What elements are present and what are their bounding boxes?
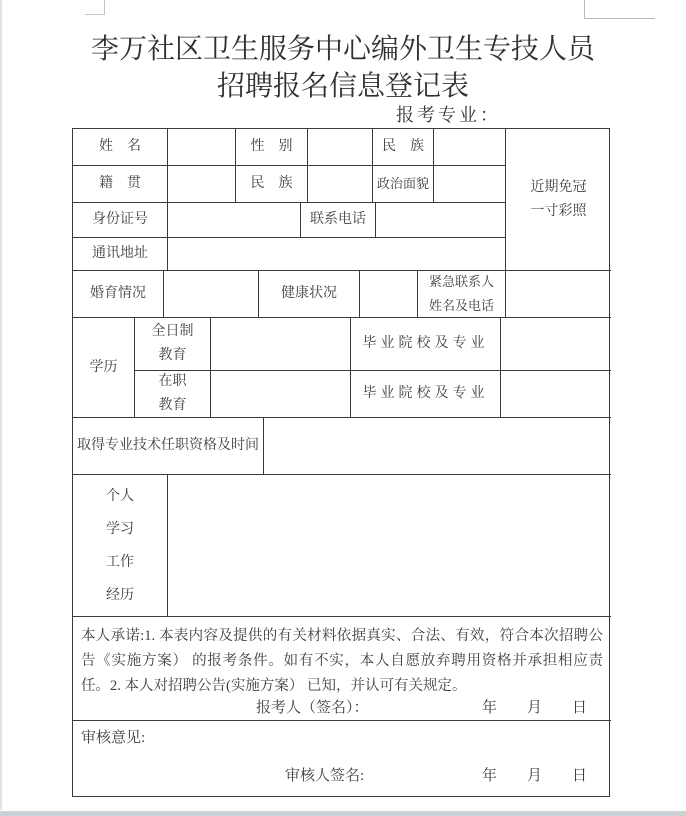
ethnicity-label-cell: 民 族: [373, 129, 434, 166]
id-number-label-cell: 身份证号: [73, 203, 168, 238]
experience-label-line3: 工作: [106, 554, 134, 570]
fulltime-education-line1: 全日制: [151, 324, 194, 339]
experience-label-cell: [73, 475, 168, 617]
mailing-address-label-cell: 通讯地址: [73, 238, 168, 271]
inservice-education-line2: 教育: [158, 398, 187, 413]
education-label-cell: 学历: [73, 318, 135, 418]
gender-label-cell: 性 别: [236, 129, 308, 166]
commitment-text: 本人承诺:1. 本表内容及提供的有关材料依据真实、合法、有效，符合本次招聘公告《实施方案） 的报考条件。如有不实，本人自愿放弃聘用资格并承担相应责任。2. 本人对招聘公告(实施方案） 已知，并认可有关规定。: [81, 628, 603, 694]
mailing-address-value-cell: [168, 238, 506, 271]
fulltime-education-label-cell: [135, 318, 211, 371]
review-opinion-label: 审核意见:: [81, 730, 146, 746]
political-status-value-cell: [434, 166, 506, 203]
experience-label-line1: 个人: [106, 488, 134, 504]
inservice-school-value-cell: [501, 371, 611, 418]
health-status-label-cell: 健康状况: [259, 271, 360, 318]
registration-form-table: [72, 128, 610, 797]
qualification-label-cell: 取得专业技术任职资格及时间: [73, 418, 264, 475]
phone-value-cell: [376, 203, 506, 238]
marital-status-value-cell: [164, 271, 259, 318]
marital-status-label-cell: 婚育情况: [73, 271, 164, 318]
applicant-signature-label: 报考人（签名）：: [256, 700, 369, 716]
review-cell: [73, 721, 611, 797]
id-number-value-cell: [168, 203, 301, 238]
emergency-contact-value-cell: [506, 271, 611, 318]
photo-placeholder-cell: [506, 129, 611, 271]
reviewer-signature-label: 审核人签名:: [285, 768, 365, 784]
ethnicity2-label-cell: 民 族: [236, 166, 308, 203]
name-value-cell: [168, 129, 236, 166]
fulltime-school-label-cell: 毕业院校及专业: [351, 318, 501, 371]
photo-note-line1: 近期免冠: [530, 179, 587, 195]
gender-value-cell: [308, 129, 373, 166]
page-left-edge: [0, 0, 2, 810]
inservice-school-label-cell: 毕业院校及专业: [351, 371, 501, 418]
political-status-label-cell: 政治面貌: [373, 166, 434, 203]
fulltime-school-value-cell: [501, 318, 611, 371]
applied-major-label: 报考专业：: [396, 105, 501, 125]
ethnicity2-value-cell: [308, 166, 373, 203]
inservice-education-value-cell: [211, 371, 351, 418]
inservice-education-line1: 在职: [158, 374, 187, 389]
document-title-line1: 李万社区卫生服务中心编外卫生专技人员: [90, 34, 595, 65]
fulltime-education-line2: 教育: [158, 348, 187, 363]
emergency-contact-label-cell: [418, 271, 506, 318]
reviewer-date-label: 年 月 日: [481, 768, 587, 784]
native-place-label-cell: 籍 贯: [73, 166, 168, 203]
experience-label-line4: 经历: [106, 587, 134, 603]
reviewer-signature-row: [73, 767, 611, 797]
name-label-cell: 姓 名: [73, 129, 168, 166]
experience-value-cell: [168, 475, 611, 617]
document-title-line2: 招聘报名信息登记表: [216, 71, 469, 102]
text-boundary-mark-top-right: [584, 0, 655, 19]
native-place-value-cell: [168, 166, 236, 203]
fulltime-education-value-cell: [211, 318, 351, 371]
commitment-cell: [73, 617, 611, 721]
qualification-value-cell: [264, 418, 611, 475]
health-status-value-cell: [360, 271, 418, 318]
inservice-education-label-cell: [135, 371, 211, 418]
emergency-contact-label-line2: 姓名及电话: [428, 298, 494, 313]
ethnicity-value-cell: [434, 129, 506, 166]
experience-label-line2: 学习: [106, 521, 134, 537]
photo-note-line2: 一寸彩照: [530, 203, 587, 219]
page-bottom-edge: [0, 811, 686, 816]
emergency-contact-label-line1: 紧急联系人: [428, 274, 494, 289]
phone-label-cell: 联系电话: [301, 203, 376, 238]
applicant-signature-row: [73, 699, 611, 721]
text-boundary-mark-top-left: [85, 0, 105, 15]
applicant-date-label: 年 月 日: [481, 700, 587, 716]
